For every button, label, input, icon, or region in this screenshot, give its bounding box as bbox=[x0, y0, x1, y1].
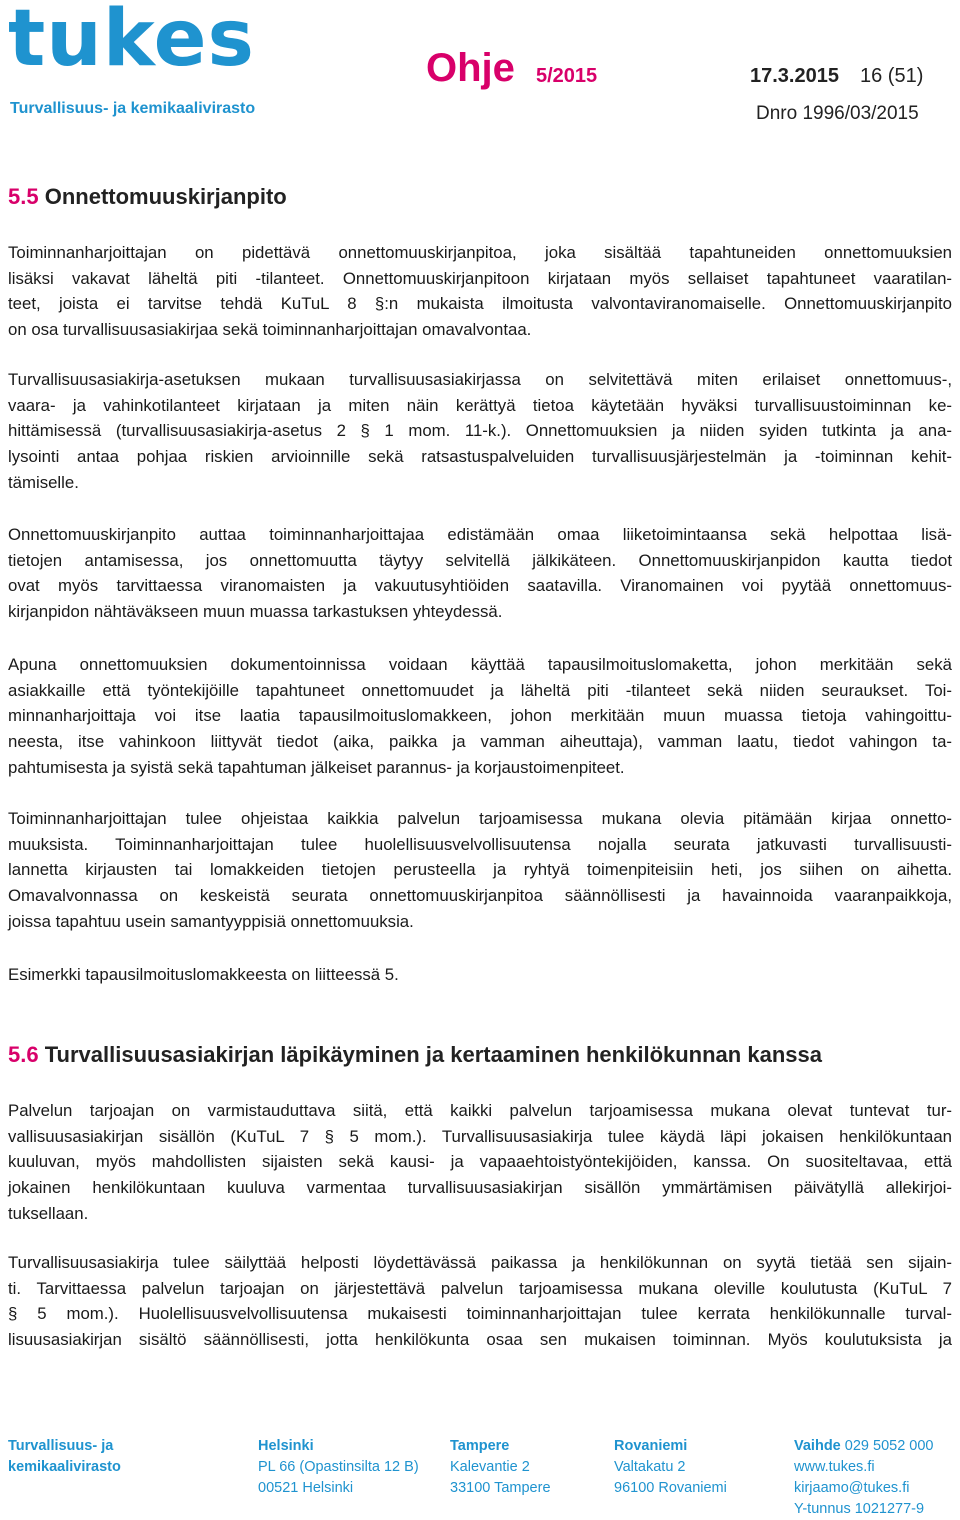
paragraph bbox=[8, 1098, 952, 1227]
text-line: teet, joista ei tarvitse tehdä KuTuL 8 §:n mukaista ilmoitusta valvontaviranomaiselle. Onnettomuuskirjanpito bbox=[8, 294, 952, 314]
text-line: kuuluvan, myös mahdollisten sijaisten sekä kausi- ja vapaaehtoistyöntekijöiden, kanssa. On suositeltavaa, että bbox=[8, 1152, 952, 1172]
text-line: pahtumisesta ja syistä sekä tapahtuman jälkeiset parannus- ja korjaustoimenpiteet. bbox=[8, 757, 625, 777]
paragraph bbox=[8, 652, 952, 781]
text-line: jokainen henkilökuntaan kuuluva varmentaa turvallisuusasiakirjan sisällön ymmärtämisen päivätyllä allekirjoi- bbox=[8, 1178, 952, 1198]
text-line: joissa tapahtuu usein samantyyppisiä onnettomuuksia. bbox=[8, 911, 414, 931]
footer-email-link[interactable]: kirjaamo@tukes.fi bbox=[794, 1480, 910, 1496]
footer-tampere bbox=[450, 1436, 551, 1499]
text-line: minnanharjoittaja voi itse laatia tapausilmoituslomakkeen, johon merkitään muun muassa tietoja vahingoittu- bbox=[8, 706, 952, 726]
text-line: Turvallisuusasiakirja-asetuksen mukaan turvallisuusasiakirjassa on selvitettävä miten erilaiset onnettomuus-, bbox=[8, 370, 952, 389]
page-footer bbox=[8, 1436, 952, 1520]
text-line: kirjanpidon nähtäväkseen muun muassa tarkastuksen yhteydessä. bbox=[8, 602, 503, 622]
footer-office-title: Helsinki bbox=[258, 1438, 314, 1454]
tukes-logo bbox=[8, 0, 258, 124]
text-line: Palvelun tarjoajan on varmistauduttava siitä, että kaikki palvelun tarjoamisessa mukana olevat tuntevat tur- bbox=[8, 1101, 952, 1120]
text-line: lysointi antaa pohjaa riskien arvioinnille sekä ratsastuspalveluiden turvallisuusjärjestelmän ja -toiminnan kehit- bbox=[8, 447, 952, 467]
footer-org-line: Turvallisuus- ja bbox=[8, 1438, 114, 1454]
footer-office-title: Rovaniemi bbox=[614, 1438, 688, 1454]
footer-phone-line bbox=[794, 1436, 933, 1457]
diary-number: Dnro 1996/03/2015 bbox=[756, 103, 919, 124]
text-line: ti. Tarvittaessa palvelun tarjoajan on järjestettävä palvelun tarjoamisessa mukana oleville koulutusta (KuTuL 7 bbox=[8, 1278, 952, 1298]
page-number: 16 (51) bbox=[860, 65, 924, 87]
text-line: on osa turvallisuusasiakirjaa sekä toiminnanharjoittajan omavalvontaa. bbox=[8, 320, 532, 340]
text-line: tämiselle. bbox=[8, 472, 79, 492]
section-heading-5-5 bbox=[8, 186, 287, 208]
footer-address: Kalevantie 2 bbox=[450, 1459, 530, 1475]
section-title: Turvallisuusasiakirjan läpikäyminen ja kertaaminen henkilökunnan kanssa bbox=[44, 1042, 822, 1067]
text-line: vallisuusasiakirjan sisällön (KuTuL 7 § 5 mom.). Turvallisuusasiakirja tulee käydä läpi jokaisen henkilökuntaan bbox=[8, 1126, 952, 1146]
text-line: Toiminnanharjoittajan on pidettävä onnettomuuskirjanpitoa, joka sisältää tapahtuneiden onnettomuuksien bbox=[8, 243, 952, 262]
paragraph bbox=[8, 367, 952, 496]
text-line: Turvallisuusasiakirja tulee säilyttää helposti löydettävässä paikassa ja henkilökunnan on syytä tietää sen sijain- bbox=[8, 1253, 952, 1272]
text-line: asiakkaille että työntekijöille tapahtuneet onnettomuudet ja läheltä piti -tilanteet sekä niiden seuraukset. Toi- bbox=[8, 680, 952, 700]
text-line: vaara- ja vahinkotilanteet kirjataan ja miten näin kerättyä tietoa käytetään hyväksi turvallisuustoiminnan ke- bbox=[8, 395, 952, 415]
footer-phone-label: Vaihde bbox=[794, 1438, 841, 1454]
footer-address: PL 66 (Opastinsilta 12 B) bbox=[258, 1459, 419, 1475]
footer-address: 33100 Tampere bbox=[450, 1480, 551, 1496]
text-line: § 5 mom.). Huolellisuusvelvollisuutensa mukaisesti toiminnanharjoittajan tulee kerrata henkilökunnalle turval- bbox=[8, 1304, 952, 1324]
logo-wordmark: tukes bbox=[8, 0, 255, 84]
footer-address: Valtakatu 2 bbox=[614, 1459, 686, 1475]
text-line: lannetta kirjausten tai lomakkeiden tietojen perusteella ja ryhtyä toimenpiteisiin heti, jos siihen on aihetta. bbox=[8, 860, 952, 880]
paragraph bbox=[8, 522, 952, 625]
paragraph bbox=[8, 806, 952, 935]
section-heading-5-6 bbox=[8, 1044, 822, 1066]
text-line: lisäksi vakavat läheltä piti -tilanteet. Onnettomuuskirjanpitoon kirjataan myös sellaiset tapahtuneet vaaratilan- bbox=[8, 268, 952, 288]
footer-contact bbox=[794, 1436, 933, 1520]
footer-rovaniemi bbox=[614, 1436, 727, 1499]
footer-phone: 029 5052 000 bbox=[844, 1438, 934, 1454]
text-line: Omavalvonnassa on keskeistä seurata onnettomuuskirjanpitoa säännöllisesti ja havainnoida vaaranpaikkoja, bbox=[8, 886, 952, 906]
text-line: hittämisessä (turvallisuusasiakirja-asetus 2 § 1 mom. 11-k.). Onnettomuuksien ja niiden syiden tutkinta ja ana- bbox=[8, 421, 952, 441]
paragraph bbox=[8, 962, 952, 988]
footer-org bbox=[8, 1436, 121, 1478]
footer-office-title: Tampere bbox=[450, 1438, 510, 1454]
text-line: neesta, itse vahinkoon liittyvät tiedot (aika, paikka ja vamman aiheuttaja), vamman laatu, tiedot vahingon ta- bbox=[8, 732, 952, 752]
footer-web-link[interactable]: www.tukes.fi bbox=[794, 1459, 875, 1475]
text-line: Apuna onnettomuuksien dokumentoinnissa voidaan käyttää tapausilmoituslomaketta, johon merkitään sekä bbox=[8, 655, 952, 674]
text-line: Esimerkki tapausilmoituslomakkeesta on liitteessä 5. bbox=[8, 965, 399, 984]
text-line: muuksista. Toiminnanharjoittajan tulee huolellisuusvelvollisuutensa nojalla seurata jatkuvasti turvallisuusti- bbox=[8, 834, 952, 854]
paragraph bbox=[8, 240, 952, 343]
document-date: 17.3.2015 bbox=[750, 65, 839, 87]
logo-subtitle: Turvallisuus- ja kemikaalivirasto bbox=[10, 100, 256, 117]
text-line: lisuusasiakirjan sisältö säännöllisesti, jotta henkilökunta osaa sen mukaisen toiminnan. Myös koulutuksista ja bbox=[8, 1330, 952, 1350]
footer-address: 96100 Rovaniemi bbox=[614, 1480, 727, 1496]
section-title: Onnettomuuskirjanpito bbox=[44, 184, 287, 209]
document-type: Ohje bbox=[426, 46, 515, 90]
text-line: tietojen antamisessa, jos onnettomuutta täytyy selvitellä jälkikäteen. Onnettomuuskirjanpidon kautta tiedot bbox=[8, 550, 952, 570]
text-line: ovat myös tarvittaessa viranomaisten ja vakuutusyhtiöiden saatavilla. Viranomainen voi pyytää onnettomuus- bbox=[8, 576, 952, 596]
paragraph bbox=[8, 1250, 952, 1353]
footer-business-id: Y-tunnus 1021277-9 bbox=[794, 1501, 925, 1517]
footer-address: 00521 Helsinki bbox=[258, 1480, 354, 1496]
footer-helsinki bbox=[258, 1436, 419, 1499]
text-line: Onnettomuuskirjanpito auttaa toiminnanharjoittajaa edistämään omaa liiketoimintaansa sekä helpottaa lisä- bbox=[8, 525, 952, 544]
document-number: 5/2015 bbox=[536, 65, 598, 87]
text-line: tuksellaan. bbox=[8, 1203, 89, 1223]
section-number: 5.6 bbox=[8, 1042, 39, 1067]
text-line: Toiminnanharjoittajan tulee ohjeistaa kaikkia palvelun tarjoamisessa mukana olevia pitämään kirjaa onnetto- bbox=[8, 809, 952, 828]
section-number: 5.5 bbox=[8, 184, 39, 209]
footer-org-line: kemikaalivirasto bbox=[8, 1459, 121, 1475]
